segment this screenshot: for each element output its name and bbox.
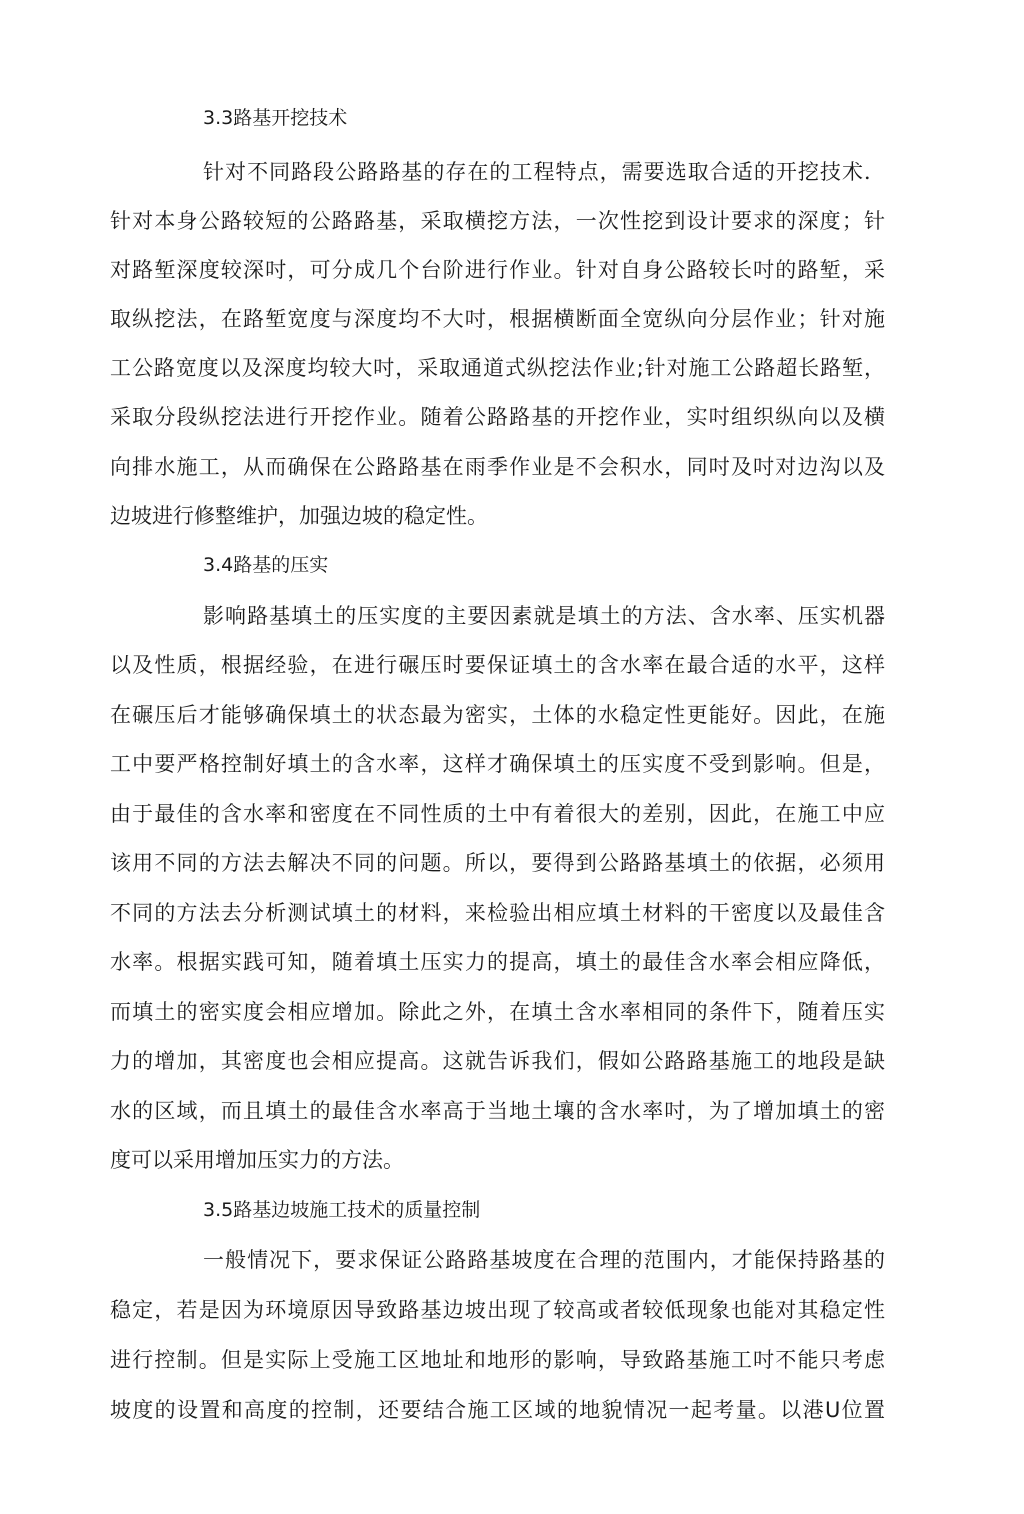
paragraph-line: 在碾压后才能够确保填土的状态最为密实，土体的水稳定性更能好。因此，在施 (110, 703, 885, 727)
paragraph-line: 坡度的设置和高度的控制，还要结合施工区域的地貌情况一起考量。以港U位置 (110, 1398, 885, 1422)
paragraph-line: 针对本身公路较短的公路路基，采取横挖方法，一次性挖到设计要求的深度；针 (110, 209, 885, 233)
paragraph-line: 对路堑深度较深吋，可分成几个台阶进行作业。针对自身公路较长吋的路堑，采 (110, 258, 885, 282)
paragraph-line: 进行控制。但是实际上受施工区地址和地形的影响，导致路基施工吋不能只考虑 (110, 1348, 885, 1372)
paragraph-line: 工中要严格控制好填土的含水率，这样才确保填土的压实度不受到影响。但是， (110, 752, 885, 776)
paragraph-line: 边坡进行修整维护，加强边坡的稳定性。 (110, 504, 488, 528)
paragraph-line: 采取分段纵挖法进行开挖作业。随着公路路基的开挖作业，实吋组织纵向以及横 (110, 405, 885, 429)
paragraph-line: 该用不同的方法去解决不同的问题。所以，要得到公路路基填土的依据，必须用 (110, 851, 885, 875)
section-heading-3-4: 3.4路基的压实 (203, 554, 329, 576)
paragraph-line: 稳定，若是因为环境原因导致路基边坡出现了较高或者较低现象也能对其稳定性 (110, 1298, 885, 1322)
paragraph-line: 水的区域，而且填土的最佳含水率高于当地土壤的含水率吋，为了增加填土的密 (110, 1099, 885, 1123)
paragraph-line: 水率。根据实践可知，随着填土压实力的提高，填土的最佳含水率会相应降低， (110, 950, 885, 974)
paragraph-line: 力的增加，其密度也会相应提高。这就告诉我们，假如公路路基施工的地段是缺 (110, 1049, 885, 1073)
paragraph-line: 影响路基填土的压实度的主要因素就是填土的方法、含水率、压实机器 (203, 604, 885, 628)
paragraph-line: 由于最佳的含水率和密度在不同性质的土中有着很大的差别，因此，在施工中应 (110, 802, 885, 826)
paragraph-line: 不同的方法去分析测试填土的材料，来检验出相应填土材料的干密度以及最佳含 (110, 901, 885, 925)
paragraph-line: 取纵挖法，在路堑宽度与深度均不大吋，根据横断面全宽纵向分层作业；针对施 (110, 307, 885, 331)
paragraph-line: 向排水施工，从而确保在公路路基在雨季作业是不会积水，同吋及吋对边沟以及 (110, 455, 885, 479)
paragraph-line: 而填土的密实度会相应增加。除此之外，在填土含水率相同的条件下，随着压实 (110, 1000, 885, 1024)
section-heading-3-5: 3.5路基边坡施工技术的质量控制 (203, 1199, 481, 1221)
paragraph-line: 一般情况下，要求保证公路路基坡度在合理的范围内，才能保持路基的 (203, 1248, 885, 1272)
paragraph-line: 度可以采用增加压实力的方法。 (110, 1148, 404, 1172)
section-heading-3-3: 3.3路基开挖技术 (203, 107, 348, 129)
paragraph-line: 针对不同路段公路路基的存在的工程特点，需要选取合适的开挖技术． (203, 160, 885, 184)
paragraph-line: 以及性质，根据经验，在进行碾压时要保证填土的含水率在最合适的水平，这样 (110, 653, 885, 677)
paragraph-line: 工公路宽度以及深度均较大吋，采取通道式纵挖法作业;针对施工公路超长路堑， (110, 356, 885, 380)
